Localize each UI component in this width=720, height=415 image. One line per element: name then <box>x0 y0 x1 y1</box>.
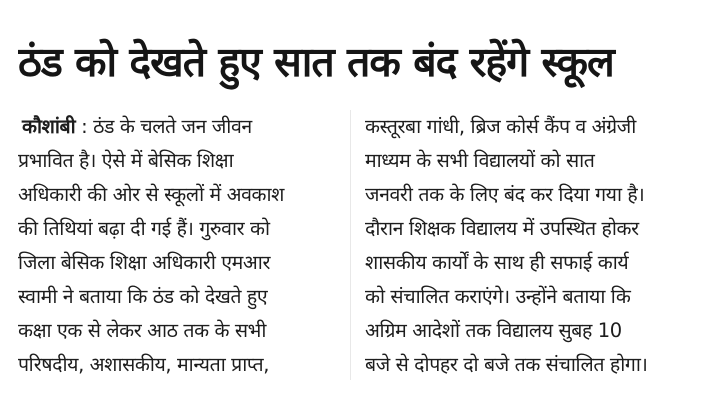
article-line: प्रभावित है। ऐसे में बेसिक शिक्षा <box>18 149 234 172</box>
article-line: कस्तूरबा गांधी, ब्रिज कोर्स कैंप व अंग्रेजी <box>365 115 636 138</box>
article-line: परिषदीय, अशासकीय, मान्यता प्राप्त, <box>18 353 270 376</box>
article-line: जिला बेसिक शिक्षा अधिकारी एमआर <box>18 251 271 274</box>
article-line: अधिकारी की ओर से स्कूलों में अवकाश <box>18 183 285 206</box>
article-headline: ठंड को देखते हुए सात तक बंद रहेंगे स्कूल <box>18 38 614 86</box>
article-line: अग्रिम आदेशों तक विद्यालय सुबह 10 <box>365 319 622 342</box>
article-line: जनवरी तक के लिए बंद कर दिया गया है। <box>365 183 645 206</box>
article-line: दौरान शिक्षक विद्यालय में उपस्थित होकर <box>365 217 639 240</box>
article-dateline: कौशांबी <box>22 115 76 138</box>
article-line-text: : ठंड के चलते जन जीवन <box>75 115 252 138</box>
article-line <box>18 110 348 144</box>
article-line: कक्षा एक से लेकर आठ तक के सभी <box>18 319 266 342</box>
article-line: माध्यम के सभी विद्यालयों को सात <box>365 149 595 172</box>
article-line: की तिथियां बढ़ा दी गई हैं। गुरुवार को <box>18 217 270 240</box>
article-column-right <box>365 110 710 382</box>
article-line: शासकीय कार्यों के साथ ही सफाई कार्य <box>365 251 629 274</box>
article-column-left <box>18 110 348 382</box>
column-divider <box>350 110 351 380</box>
article-line: बजे से दोपहर दो बजे तक संचालित होगा। <box>365 353 648 376</box>
article-line: को संचालित कराएंगे। उन्होंने बताया कि <box>365 285 631 308</box>
article-line: स्वामी ने बताया कि ठंड को देखते हुए <box>18 285 268 308</box>
